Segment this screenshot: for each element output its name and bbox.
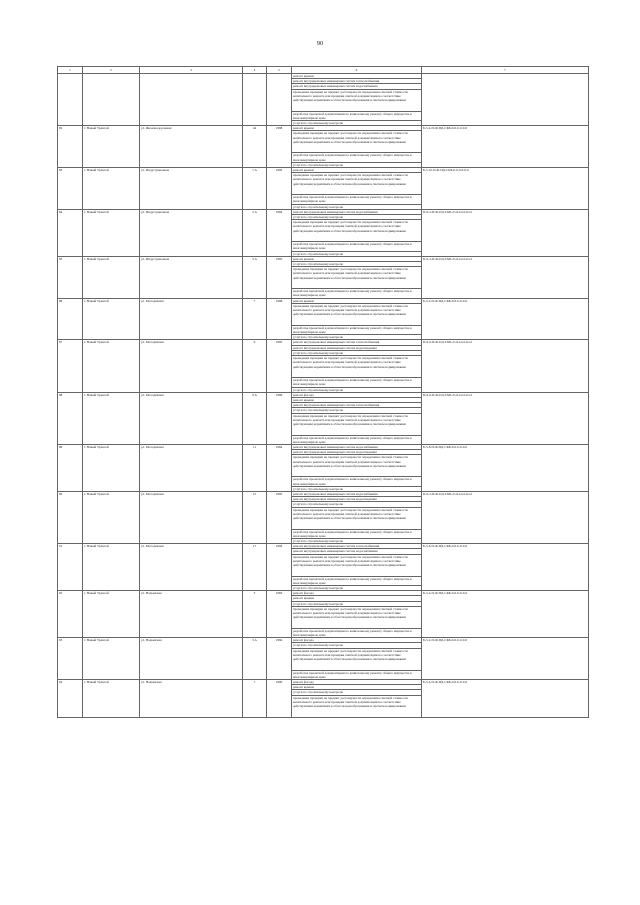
building-city-cell: г. Новый Уренгой — [83, 209, 140, 256]
work-type-cell: разработка проектной документации по капитальному ремонту общего имущества в многоквартирном доме — [292, 670, 422, 679]
work-type-cell: проведение проверки на предмет достоверности определения сметной стоимости капитального ремонта или проверки сметной документации на соответствие действующим нормативам в области ценообразования в сметном нормировании — [292, 303, 422, 325]
building-street-cell: ул. Надымская — [140, 591, 243, 638]
work-type-cell: услуги по строительному контролю — [292, 215, 422, 220]
building-year-cell: 1984 — [267, 638, 292, 680]
building-no-cell: 84 — [58, 209, 83, 256]
building-street-cell: ул. Молодёжная — [140, 491, 243, 543]
building-house-cell: 7 — [243, 298, 267, 340]
building-city-cell: г. Новый Уренгой — [83, 298, 140, 340]
building-city-cell: г. Новый Уренгой — [83, 680, 140, 718]
work-type-cell: ремонт внутридомовых инженерных систем теплоснабжения — [292, 544, 422, 549]
building-street-cell: ул. Надымская — [140, 680, 243, 718]
building-city-cell: г. Новый Уренгой — [83, 340, 140, 392]
work-type-cell: ремонт крыши — [292, 397, 422, 402]
building-code-cell: П-9-2-П-Ф-ПД-СКБ-Л-О-О-О-О-О — [422, 491, 589, 543]
work-type-cell: ремонт крыши — [292, 256, 422, 261]
building-year-cell — [267, 74, 292, 126]
building-work-row — [58, 491, 589, 496]
building-no-cell: 88 — [58, 392, 83, 444]
building-no-cell: 90 — [58, 491, 83, 543]
registry-body — [58, 67, 589, 718]
work-type-cell: проведение проверки на предмет достоверности определения сметной стоимости капитального ремонта или проверки сметной документации на соответствие действующим нормативам в области ценообразования в сметном нормировании — [292, 606, 422, 628]
work-type-cell: ремонт внутридомовых инженерных систем водоотведения — [292, 497, 422, 502]
work-type-cell: ремонт внутридомовых инженерных систем водоснабжения — [292, 444, 422, 449]
building-year-cell: 1986 — [267, 392, 292, 444]
work-type-cell: разработка проектной документации по капитальному ремонту общего имущества в многоквартирном доме — [292, 325, 422, 334]
building-code-cell: Б-5-8-П-Ф-ПД-СКБ-0-0-0-0-0-0 — [422, 444, 589, 491]
building-house-cell: 3 А — [243, 256, 267, 298]
work-type-cell: разработка проектной документации по капитальному ремонту общего имущества в многоквартирном доме — [292, 289, 422, 298]
work-type-cell: разработка проектной документации по капитальному ремонту общего имущества в многоквартирном доме — [292, 378, 422, 387]
building-no-cell: 85 — [58, 256, 83, 298]
building-city-cell: г. Новый Уренгой — [83, 168, 140, 210]
work-type-cell: проведение проверки на предмет достоверности определения сметной стоимости капитального ремонта или проверки сметной документации на соответствие действующим нормативам в области ценообразования в сметном нормировании — [292, 554, 422, 576]
building-house-cell: 17 — [243, 544, 267, 591]
building-code-cell: Б-5-4-П-Ф-ПД-СКБ-0-0-0-0-0-0 — [422, 591, 589, 638]
building-house-cell: 7 — [243, 680, 267, 718]
work-type-cell: ремонт фасада — [292, 392, 422, 397]
building-city-cell: г. Новый Уренгой — [83, 392, 140, 444]
building-year-cell: 1990 — [267, 680, 292, 718]
building-street-cell: ул. Молодёжная — [140, 298, 243, 340]
header-col-4: 4 — [243, 67, 267, 74]
building-code-cell: П-9-2-П-Ф-ПД-СКБ-Л-О-О-О-О-О — [422, 209, 589, 256]
work-type-cell: услуги по строительному контролю — [292, 262, 422, 267]
building-code-cell: Б-5-2-П-Ф-ПД-СКБ-0-0-0-0-0-0 — [422, 298, 589, 340]
building-house-cell: 3 — [243, 591, 267, 638]
building-year-cell: 1985 — [267, 491, 292, 543]
header-col-7: 7 — [422, 67, 589, 74]
work-type-cell: проведение проверки на предмет достоверности определения сметной стоимости капитального ремонта или проверки сметной документации на соответствие действующим нормативам в области ценообразования в сметном нормировании — [292, 89, 422, 111]
building-year-cell: 1984 — [267, 544, 292, 591]
work-type-cell: ремонт внутридомовых инженерных систем теплоснабжения — [292, 403, 422, 408]
building-code-cell: Б-5-4-П-Ф-ПД-СКБ-0-0-0-0-0-0 — [422, 680, 589, 718]
building-city-cell: г. Новый Уренгой — [83, 544, 140, 591]
work-type-cell: разработка проектной документации по капитальному ремонту общего имущества в многоквартирном доме — [292, 529, 422, 538]
building-no-cell — [58, 74, 83, 126]
building-work-row — [58, 444, 589, 449]
work-type-cell: проведение проверки на предмет достоверности определения сметной стоимости капитального ремонта или проверки сметной документации на соответствие действующим нормативам в области ценообразования в сметном нормировании — [292, 220, 422, 242]
building-street-cell: ул. Индустриальная — [140, 256, 243, 298]
building-no-cell: 92 — [58, 591, 83, 638]
building-street-cell: ул. Железнодорожная — [140, 126, 243, 168]
work-type-cell: ремонт внутридомовых инженерных систем водоснабжения — [292, 84, 422, 89]
work-type-cell: разработка проектной документации по капитальному ремонту общего имущества в многоквартирном доме — [292, 195, 422, 204]
work-type-cell: разработка проектной документации по капитальному ремонту общего имущества в многоквартирном доме — [292, 477, 422, 486]
work-type-cell: разработка проектной документации по капитальному ремонту общего имущества в многоквартирном доме — [292, 111, 422, 120]
work-type-cell: проведение проверки на предмет достоверности определения сметной стоимости капитального ремонта или проверки сметной документации на соответствие действующим нормативам в области ценообразования в сметном нормировании — [292, 356, 422, 378]
building-code-cell — [422, 74, 589, 126]
building-code-cell: П-9-6-П-Ф-ПД-СКБ-Л-О-О-О-О-О — [422, 392, 589, 444]
building-street-cell: ул. Молодёжная — [140, 392, 243, 444]
building-street-cell: ул. Молодёжная — [140, 544, 243, 591]
building-house-cell: 1 А — [243, 168, 267, 210]
building-city-cell: г. Новый Уренгой — [83, 256, 140, 298]
building-year-cell: 1985 — [267, 340, 292, 392]
building-house-cell: 9 А — [243, 392, 267, 444]
work-type-cell: ремонт внутридомовых инженерных систем теплоснабжения — [292, 79, 422, 84]
building-house-cell: 9 — [243, 340, 267, 392]
work-type-cell: проведение проверки на предмет достоверности определения сметной стоимости капитального ремонта или проверки сметной документации на соответствие действующим нормативам в области ценообразования в сметном нормировании — [292, 695, 422, 717]
building-street-cell: ул. Молодёжная — [140, 444, 243, 491]
building-code-cell: Б-5-2-П-Ф-ПД-СКБ-0-0-0-0-0-0 — [422, 638, 589, 680]
building-street-cell: ул. Молодёжная — [140, 340, 243, 392]
work-type-cell: услуги по строительному контролю — [292, 538, 422, 543]
page-number: 90 — [316, 40, 324, 47]
building-no-cell: 91 — [58, 544, 83, 591]
building-house-cell: 11 — [243, 444, 267, 491]
building-year-cell: 1984 — [267, 444, 292, 491]
work-type-cell: ремонт внутридомовых инженерных систем теплоснабжения — [292, 340, 422, 345]
building-no-cell: 86 — [58, 298, 83, 340]
building-work-row — [58, 340, 589, 345]
work-type-cell: услуги по строительному контролю — [292, 502, 422, 507]
building-code-cell: П-9-2-П-Ф-ПД-СКБ-Л-О-О-О-О-О — [422, 256, 589, 298]
building-year-cell: 1988 — [267, 126, 292, 168]
work-type-cell: услуги по строительному контролю — [292, 204, 422, 209]
work-type-cell: услуги по строительному контролю — [292, 643, 422, 648]
building-year-cell: 1985 — [267, 256, 292, 298]
work-type-cell: ремонт фасада — [292, 638, 422, 643]
work-type-cell: услуги по строительному контролю — [292, 408, 422, 413]
building-year-cell: 1983 — [267, 591, 292, 638]
work-type-cell: ремонт внутридомовых инженерных систем водоотведения — [292, 450, 422, 455]
building-no-cell: 89 — [58, 444, 83, 491]
work-type-cell: проведение проверки на предмет достоверности определения сметной стоимости капитального ремонта или проверки сметной документации на соответствие действующим нормативам в области ценообразования в сметном нормировании — [292, 413, 422, 435]
work-type-cell: услуги по строительному контролю — [292, 251, 422, 256]
header-col-5: 5 — [267, 67, 292, 74]
header-row — [58, 67, 589, 74]
work-type-cell: проведение проверки на предмет достоверности определения сметной стоимости капитального ремонта или проверки сметной документации на соответствие действующим нормативам в области ценообразования в сметном нормировании — [292, 648, 422, 670]
building-city-cell — [83, 74, 140, 126]
building-street-cell: ул. Индустриальная — [140, 209, 243, 256]
work-type-cell: услуги по строительному контролю — [292, 335, 422, 340]
building-city-cell: г. Новый Уренгой — [83, 444, 140, 491]
work-type-cell: услуги по строительному контролю — [292, 350, 422, 355]
building-street-cell: ул. Индустриальная — [140, 168, 243, 210]
building-work-row — [58, 544, 589, 549]
building-house-cell: 3 А — [243, 638, 267, 680]
work-type-cell: ремонт внутридомовых инженерных систем водоотведения — [292, 345, 422, 350]
work-type-cell: ремонт крыши — [292, 168, 422, 173]
building-no-cell: 94 — [58, 680, 83, 718]
work-type-cell: услуги по строительному контролю — [292, 601, 422, 606]
work-type-cell: ремонт внутридомовых инженерных систем водоснабжения — [292, 491, 422, 496]
work-type-cell: ремонт крыши — [292, 596, 422, 601]
building-city-cell: г. Новый Уренгой — [83, 126, 140, 168]
building-work-row — [58, 209, 589, 214]
work-type-cell: ремонт фасада — [292, 591, 422, 596]
work-type-cell: ремонт внутридомовых инженерных систем водоснабжения — [292, 549, 422, 554]
building-house-cell: 44 — [243, 126, 267, 168]
building-house-cell: 15 — [243, 491, 267, 543]
work-type-cell: проведение проверки на предмет достоверности определения сметной стоимости капитального ремонта или проверки сметной документации на соответствие действующим нормативам в области ценообразования в сметном нормировании — [292, 455, 422, 477]
work-type-cell: ремонт внутридомовых инженерных систем водоснабжения — [292, 209, 422, 214]
building-city-cell: г. Новый Уренгой — [83, 638, 140, 680]
work-type-cell: ремонт крыши — [292, 74, 422, 79]
work-type-cell: услуги по строительному контролю — [292, 162, 422, 167]
building-house-cell: 2 А — [243, 209, 267, 256]
work-type-cell: разработка проектной документации по капитальному ремонту общего имущества в многоквартирном доме — [292, 576, 422, 585]
building-code-cell: Б-5-10-П-Ф-ПД-СКБ-0-0-0-0-0-0 — [422, 168, 589, 210]
work-type-cell: услуги по строительному контролю — [292, 690, 422, 695]
work-type-cell: услуги по строительному контролю — [292, 585, 422, 590]
building-city-cell: г. Новый Уренгой — [83, 491, 140, 543]
header-col-6: 6 — [292, 67, 422, 74]
building-no-cell: 93 — [58, 638, 83, 680]
building-house-cell — [243, 74, 267, 126]
building-year-cell: 1984 — [267, 209, 292, 256]
work-type-cell: ремонт крыши — [292, 685, 422, 690]
work-type-cell: услуги по строительному контролю — [292, 387, 422, 392]
work-type-cell: разработка проектной документации по капитальному ремонту общего имущества в многоквартирном доме — [292, 628, 422, 637]
work-type-cell: проведение проверки на предмет достоверности определения сметной стоимости капитального ремонта или проверки сметной документации на соответствие действующим нормативам в области ценообразования в сметном нормировании — [292, 267, 422, 289]
work-type-cell: ремонт крыши — [292, 298, 422, 303]
work-type-cell: проведение проверки на предмет достоверности определения сметной стоимости капитального ремонта или проверки сметной документации на соответствие действующим нормативам в области ценообразования в сметном нормировании — [292, 173, 422, 195]
work-type-cell: услуги по строительному контролю — [292, 486, 422, 491]
building-year-cell: 1982 — [267, 168, 292, 210]
repair-registry-table — [57, 66, 589, 718]
building-no-cell: 83 — [58, 168, 83, 210]
building-code-cell: Б-5-4-П-Ф-ПД-СКБ-0-0-0-0-0-0 — [422, 126, 589, 168]
building-street-cell: ул. Надымская — [140, 638, 243, 680]
work-type-cell: проведение проверки на предмет достоверности определения сметной стоимости капитального ремонта или проверки сметной документации на соответствие действующим нормативам в области ценообразования в сметном нормировании — [292, 507, 422, 529]
building-no-cell: 82 — [58, 126, 83, 168]
building-code-cell: П-9-6-П-Ф-ПД-СКБ-Л-О-О-О-О-О — [422, 340, 589, 392]
building-no-cell: 87 — [58, 340, 83, 392]
work-type-cell: ремонт крыши — [292, 126, 422, 131]
header-col-2: 2 — [83, 67, 140, 74]
building-year-cell: 1988 — [267, 298, 292, 340]
building-street-cell — [140, 74, 243, 126]
work-type-cell: услуги по строительному контролю — [292, 121, 422, 126]
building-code-cell: Б-5-6-П-Ф-ПД-СКБ-0-0-0-0-0-0 — [422, 544, 589, 591]
work-type-cell: проведение проверки на предмет достоверности определения сметной стоимости капитального ремонта или проверки сметной документации на соответствие действующим нормативам в области ценообразования в сметном нормировании — [292, 131, 422, 153]
header-col-3: 3 — [140, 67, 243, 74]
work-type-cell: разработка проектной документации по капитальному ремонту общего имущества в многоквартирном доме — [292, 242, 422, 251]
building-city-cell: г. Новый Уренгой — [83, 591, 140, 638]
work-type-cell: ремонт фасада — [292, 680, 422, 685]
header-col-1: 1 — [58, 67, 83, 74]
work-type-cell: разработка проектной документации по капитальному ремонту общего имущества в многоквартирном доме — [292, 153, 422, 162]
work-type-cell: разработка проектной документации по капитальному ремонту общего имущества в многоквартирном доме — [292, 435, 422, 444]
